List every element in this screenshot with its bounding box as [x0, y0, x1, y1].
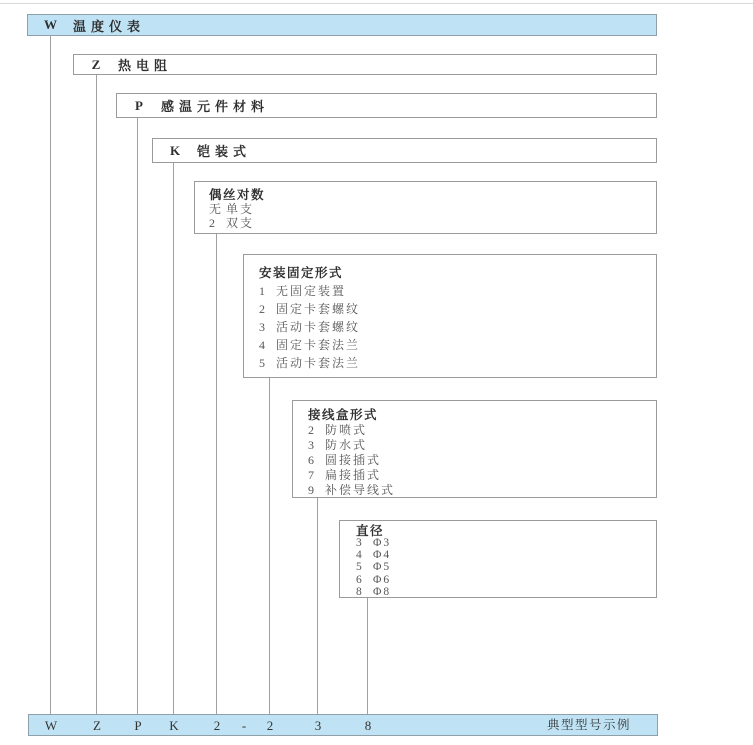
item-label: 补偿导线式	[325, 483, 396, 497]
list-item	[356, 537, 656, 549]
item-code: 3	[259, 320, 265, 334]
list-item	[308, 453, 656, 468]
item-label: 活动卡套法兰	[276, 356, 361, 370]
item-label: 固定卡套螺纹	[276, 302, 361, 316]
item-code: 4	[259, 338, 265, 352]
item-code: 5	[356, 561, 362, 574]
connector-line-pair-count	[216, 234, 217, 714]
item-code: 6	[356, 573, 362, 586]
item-label: Φ6	[373, 573, 392, 586]
model-segment-k: K	[169, 718, 179, 733]
top-divider	[0, 3, 753, 4]
item-code: 4	[356, 549, 362, 562]
list-item	[259, 336, 656, 354]
model-segment-mounting: 2	[266, 718, 274, 733]
level-box-pair-count	[194, 181, 657, 234]
item-code: 3	[308, 438, 314, 452]
level-box-junction-box-type	[292, 400, 657, 498]
level-code: K	[169, 142, 181, 158]
item-label: 单支	[226, 202, 255, 216]
level-code: W	[44, 17, 57, 32]
level-box-sensor-type	[73, 54, 657, 75]
item-label: 防喷式	[325, 423, 368, 437]
model-segment-w: W	[44, 718, 58, 733]
model-segment-p: P	[134, 718, 142, 733]
level-box-mounting-type	[243, 254, 657, 378]
item-code: 1	[259, 284, 265, 298]
item-code: 8	[356, 585, 362, 598]
item-code: 无	[209, 202, 222, 216]
model-segment-pair-count: 2	[213, 718, 221, 733]
model-segment-dash: -	[241, 718, 247, 733]
model-segment-diameter: 8	[364, 718, 372, 733]
model-segment-z: Z	[93, 718, 101, 733]
list-item	[308, 483, 656, 498]
list-item	[356, 574, 656, 586]
item-label: 活动卡套螺纹	[276, 320, 361, 334]
item-code: 6	[308, 453, 314, 467]
list-title: 接线盒形式	[308, 408, 379, 422]
example-label: 典型型号示例	[546, 718, 631, 732]
list-item	[259, 300, 656, 318]
item-label: Φ5	[373, 561, 392, 574]
item-code: 2	[209, 215, 215, 230]
list-title: 直径	[356, 524, 385, 538]
level-box-instrument-class	[27, 14, 657, 36]
model-segment-junction-box: 3	[314, 718, 322, 733]
list-item	[259, 282, 656, 300]
connector-line-diameter	[367, 598, 368, 714]
item-code: 7	[308, 468, 314, 482]
list-item	[308, 468, 656, 483]
list-title: 安装固定形式	[259, 266, 344, 280]
item-label: 防水式	[325, 438, 368, 452]
connector-line-mounting	[269, 378, 270, 714]
item-code: 5	[259, 356, 265, 370]
list-item	[308, 423, 656, 438]
connector-line-w	[50, 36, 51, 714]
item-label: Φ4	[373, 549, 392, 562]
list-item	[308, 438, 656, 453]
level-box-element-material	[116, 93, 657, 118]
item-label: Φ8	[373, 585, 392, 598]
item-label: 固定卡套法兰	[276, 338, 361, 352]
connector-line-k	[173, 163, 174, 714]
list-item	[209, 203, 656, 217]
list-item	[356, 561, 656, 573]
level-code: P	[135, 97, 143, 113]
item-label: Φ3	[373, 537, 392, 549]
level-label: 温度仪表	[73, 18, 146, 34]
item-label: 无固定装置	[276, 284, 347, 298]
item-label: 扁接插式	[325, 468, 382, 482]
list-title: 偶丝对数	[209, 188, 266, 202]
level-label: 热电阻	[118, 58, 173, 73]
level-box-diameter	[339, 520, 657, 598]
list-item	[259, 354, 656, 372]
item-code: 3	[356, 537, 362, 549]
item-label: 圆接插式	[325, 453, 382, 467]
list-item	[356, 549, 656, 561]
item-code: 2	[308, 423, 314, 437]
item-code: 9	[308, 483, 314, 497]
list-item	[356, 586, 656, 598]
level-label: 铠装式	[197, 144, 252, 159]
level-box-armored-type	[152, 138, 657, 163]
item-label: 双支	[226, 215, 255, 230]
item-code: 2	[259, 302, 265, 316]
list-item	[259, 318, 656, 336]
connector-line-junction-box	[317, 498, 318, 714]
level-code: Z	[91, 56, 101, 72]
connector-line-p	[137, 118, 138, 714]
model-code-bar	[28, 714, 658, 736]
level-label: 感温元件材料	[161, 99, 270, 114]
connector-line-z	[96, 75, 97, 714]
list-item	[209, 217, 656, 231]
